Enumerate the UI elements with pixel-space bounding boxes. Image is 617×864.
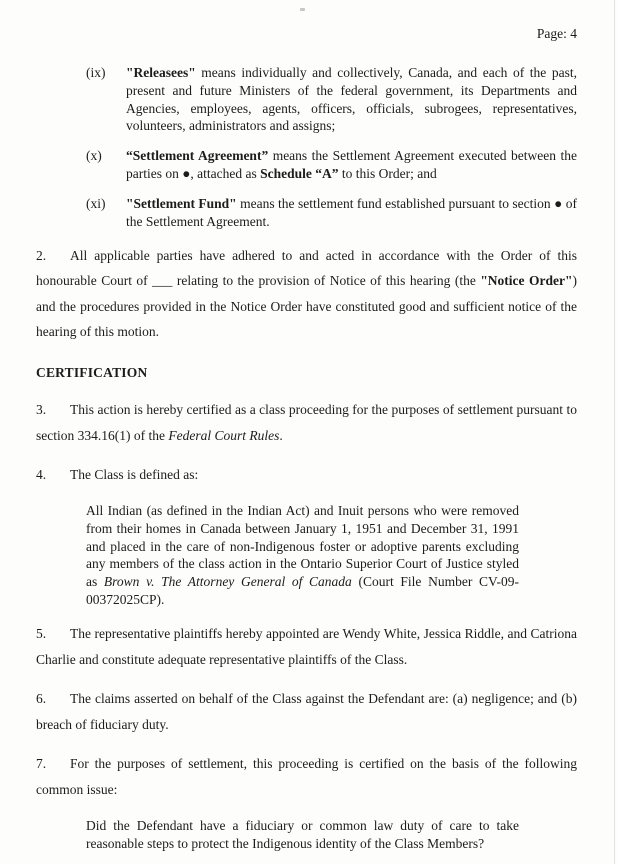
notice-order-term: "Notice Order" — [480, 273, 573, 289]
definition-body: means the Settlement Agreement executed between the parties on ●, attached as — [126, 148, 578, 182]
paragraph-2 — [36, 243, 577, 346]
statute-name: Federal Court Rules — [168, 427, 280, 443]
definition-body: to this Order; and — [338, 166, 437, 182]
paragraph-5 — [36, 621, 577, 672]
paragraph-number: 2. — [36, 247, 47, 263]
paragraph-text: The claims asserted on behalf of the Class against the Defendant are: (a) negligence; and (b) breach of fiduciary duty. — [36, 691, 577, 732]
paragraph-text: ) and the procedures provided in the Notice Order have constituted good and sufficient notice of the hearing of this motion. — [36, 273, 577, 340]
paragraph-number: 7. — [36, 756, 47, 772]
paragraph-text: All applicable parties have adhered to and acted in accordance with the Order of this honourable Court of ___ relating to the provision of Notice of this hearing (the — [36, 247, 577, 289]
common-issue-quote — [86, 817, 519, 853]
quote-text: (Court File Number CV-09-00372025CP). — [86, 574, 519, 608]
scan-edge-line — [614, 0, 615, 864]
definition-body: means the settlement fund established pursuant to section ● of the Settlement Agreement. — [126, 195, 577, 229]
definition-marker: (x) — [86, 148, 102, 164]
quote-text: All Indian (as defined in the Indian Act) and Inuit persons who were removed from their homes in Canada between January 1, 1951 and December 31, 1991 and placed in the care of non-Indigenous foster or adoptive parents excluding any members of the class action in the Ontario Superior Court of Justice styled as — [86, 502, 519, 590]
definition-text — [126, 64, 577, 135]
page-number: Page: 4 — [536, 26, 577, 41]
definition-term: “Settlement Agreement” — [126, 148, 269, 164]
definition-term: "Settlement Fund" — [126, 195, 237, 211]
paragraph-text: This action is hereby certified as a class proceeding for the purposes of settlement pursuant to section 334.16(1) of the — [36, 402, 577, 443]
paragraph-number: 4. — [36, 467, 47, 483]
paragraph-text: . — [279, 427, 283, 443]
paragraph-3 — [36, 397, 577, 448]
definition-item-releasees — [86, 64, 577, 135]
definition-body: means individually and collectively, Canada, and each of the past, present and future Ministers of the federal government, its Departments and Agencies, employees, agents, officers, officials, subrogees, representatives, volunteers, administrators and assigns; — [126, 65, 577, 134]
section-heading-certification: CERTIFICATION — [36, 365, 148, 381]
paragraph-6 — [36, 686, 577, 737]
definition-item-settlement-agreement — [86, 147, 577, 183]
paragraph-7 — [36, 751, 577, 802]
definition-text — [126, 147, 577, 183]
paragraph-4 — [36, 462, 577, 488]
scan-artifact-mark — [300, 8, 305, 11]
paragraph-number: 3. — [36, 402, 47, 418]
schedule-reference: Schedule “A” — [260, 166, 339, 182]
definition-marker: (xi) — [86, 195, 106, 211]
case-citation: Brown v. The Attorney General of Canada — [103, 574, 352, 590]
definition-item-settlement-fund — [86, 195, 577, 231]
paragraph-text: For the purposes of settlement, this proceeding is certified on the basis of the following common issue: — [36, 756, 577, 798]
paragraph-number: 6. — [36, 691, 47, 707]
paragraph-text: The representative plaintiffs hereby appointed are Wendy White, Jessica Riddle, and Catriona Charlie and constitute adequate representative plaintiffs of the Class. — [36, 625, 577, 667]
class-definition-quote — [86, 502, 519, 609]
quote-text: Did the Defendant have a fiduciary or common law duty of care to take reasonable steps to protect the Indigenous identity of the Class Members? — [86, 817, 519, 851]
definition-marker: (ix) — [86, 65, 106, 80]
definition-text — [126, 195, 577, 231]
paragraph-number: 5. — [36, 625, 47, 641]
definition-term: "Releasees" — [126, 65, 196, 80]
paragraph-text: The Class is defined as: — [70, 467, 199, 483]
